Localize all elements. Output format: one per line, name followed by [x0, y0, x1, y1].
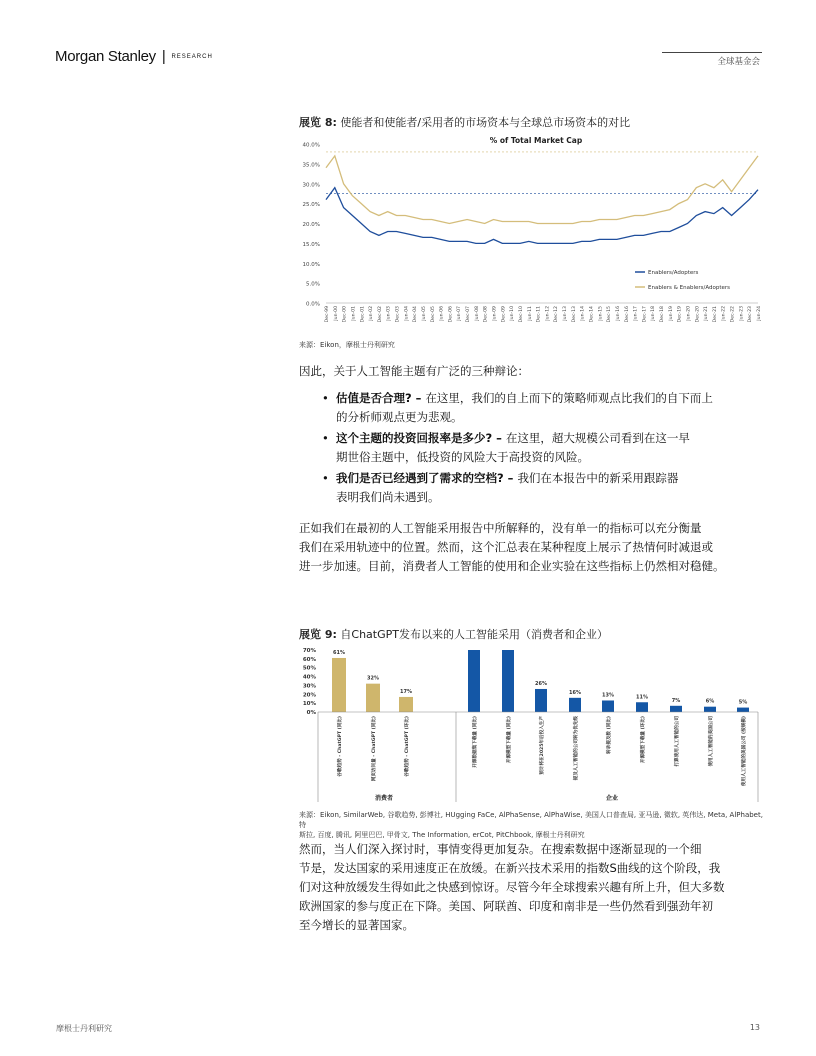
chart-9-y-axis — [303, 648, 317, 716]
x-tick-label: Dec-03 — [395, 306, 401, 323]
debate-item — [322, 429, 762, 467]
x-tick-label: Jun-02 — [369, 306, 375, 321]
x-tick-label: Jun-21 — [704, 306, 710, 321]
exhibit-8-title — [299, 114, 630, 130]
paragraph-line: 们对这种放缓发生得如此之快感到惊讶。尽管今年全球搜索兴趣有所上升，但大多数 — [299, 880, 725, 894]
category-label: 开源模型下载量 (同比) — [507, 716, 512, 764]
y-tick-label: 30% — [302, 683, 316, 690]
category-label: 转录提及数 (同比) — [607, 716, 612, 754]
series-line — [326, 156, 758, 224]
bar — [502, 650, 514, 712]
x-tick-label: Jun-23 — [739, 306, 745, 321]
category-label: 提及人工智能的公司转为优先级 — [574, 716, 579, 781]
x-tick-label: Dec-05 — [430, 306, 436, 323]
bar-value-label: 6% — [705, 698, 715, 705]
debate-question: 这个主题的投资回报率是多少? – — [336, 431, 506, 445]
x-tick-label: Dec-16 — [624, 306, 630, 323]
research-label: RESEARCH — [171, 54, 213, 60]
paragraph-line: 然而，当人们深入探讨时，事情变得更加复杂。在搜索数据中逐渐显现的一个细 — [299, 842, 702, 856]
debate-answer-cont: 的分析师观点更为悲观。 — [336, 410, 463, 424]
legend-label: Enablers & Enablers/Adopters — [648, 285, 731, 291]
x-tick-label: Dec-01 — [360, 306, 366, 323]
x-tick-label: Dec-14 — [589, 306, 595, 323]
x-tick-label: Dec-23 — [748, 306, 754, 323]
y-tick-label: 5.0% — [306, 281, 320, 288]
x-tick-label: Jun-09 — [492, 306, 498, 321]
x-tick-label: Jun-00 — [333, 306, 339, 321]
debate-list — [322, 389, 762, 509]
paragraph-line: 节是，发达国家的采用速度正在放缓。在新兴技术采用的指数S曲线的这个阶段，我 — [299, 861, 721, 875]
chart-9 — [296, 644, 766, 806]
paragraph-line: 进一步加速。目前，消费者人工智能的使用和企业实验在这些指标上仍然相对稳健。 — [299, 559, 725, 573]
x-tick-label: Jun-06 — [439, 306, 445, 321]
bar — [569, 698, 581, 712]
bar — [332, 658, 346, 712]
x-tick-label: Dec-10 — [518, 306, 524, 323]
x-tick-label: Dec-06 — [448, 306, 454, 323]
bar — [535, 689, 547, 712]
y-tick-label: 50% — [302, 665, 316, 672]
x-tick-label: Jun-14 — [580, 306, 586, 321]
x-tick-label: Dec-07 — [466, 306, 472, 323]
paragraph-2 — [299, 519, 769, 576]
bar-value-label: 32% — [367, 675, 379, 682]
bar — [468, 650, 480, 712]
x-tick-label: Jun-04 — [404, 306, 410, 321]
category-label: 使用人工智能的美国公司 — [709, 716, 714, 767]
x-tick-label: Dec-13 — [571, 306, 577, 323]
x-tick-label: Jun-05 — [421, 306, 427, 321]
y-tick-label: 10% — [302, 701, 316, 708]
exhibit-9-title — [299, 626, 608, 642]
x-tick-label: Jun-16 — [615, 306, 621, 321]
y-tick-label: 10.0% — [302, 261, 320, 268]
y-tick-label: 25.0% — [302, 202, 320, 209]
bar-value-label: 26% — [535, 680, 547, 687]
y-tick-label: 60% — [302, 656, 316, 663]
exhibit-9-text: 自ChatGPT发布以来的人工智能采用（消费者和企业） — [340, 628, 608, 641]
chart-8-title: % of Total Market Cap — [489, 136, 583, 145]
debate-answer: 在这里，超大规模公司看到在这一早 — [505, 431, 690, 445]
brand-name: Morgan Stanley — [55, 48, 156, 65]
header-rule — [662, 52, 762, 53]
legend-label: Enablers/Adopters — [648, 270, 699, 276]
x-tick-label: Dec-22 — [730, 306, 736, 323]
x-tick-label: Dec-11 — [536, 306, 542, 323]
x-tick-label: Dec-21 — [712, 306, 718, 323]
x-tick-label: Jun-19 — [668, 306, 674, 321]
category-label: 使用人工智能的美国公司 (按规模) — [742, 716, 747, 787]
x-tick-label: Jun-24 — [757, 306, 762, 321]
y-tick-label: 30.0% — [302, 182, 320, 189]
category-label: 谷歌趋势 - ChatGPT (环比) — [405, 716, 410, 777]
exhibit-8-source: 来源：Eikon，摩根士丹利研究 — [299, 341, 395, 349]
x-tick-label: Jun-10 — [510, 306, 516, 321]
exhibit-8-label: 展览 8: — [299, 116, 337, 129]
chart-8-lines — [326, 152, 758, 243]
bar — [602, 700, 614, 712]
chart-9-bars — [332, 650, 749, 712]
y-tick-label: 0.0% — [306, 301, 320, 308]
x-tick-label: Dec-20 — [695, 306, 701, 323]
chart-8-x-axis — [324, 303, 762, 322]
x-tick-label: Jun-13 — [563, 306, 569, 321]
x-tick-label: Jun-15 — [598, 306, 604, 321]
category-label: 网页访问量 - ChatGPT (同比) — [372, 716, 377, 782]
chart-8 — [296, 132, 766, 332]
bar-value-label: 16% — [569, 689, 581, 696]
page-number: 13 — [749, 1023, 760, 1032]
y-tick-label: 20.0% — [302, 222, 320, 228]
x-tick-label: Jun-17 — [633, 306, 639, 321]
bar — [366, 684, 380, 712]
debate-item — [322, 469, 762, 507]
debate-item — [322, 389, 762, 427]
debate-answer-cont: 表明我们尚未遇到。 — [336, 490, 440, 504]
y-tick-label: 40% — [302, 674, 316, 681]
x-tick-label: Dec-19 — [677, 306, 683, 323]
debate-answer-cont: 期世俗主题中，低投资的风险大于高投资的风险。 — [336, 450, 589, 464]
bar — [636, 702, 648, 712]
source-line: 来源：Eikon, SimilarWeb, 谷歌趋势, 彭博社, HUgging FaCe, AlPhaSense, AlPhaWise, 美国人口普查局, 亚马逊, 微软, 英伟达, Meta, AlPhabet, 特 — [299, 811, 763, 829]
x-tick-label: Jun-08 — [474, 306, 480, 321]
category-label: 预计将在2025年后投入生产 — [540, 716, 545, 775]
paragraph-line: 我们在采用轨迹中的位置。然而，这个汇总表在某种程度上展示了热情何时减退或 — [299, 540, 713, 554]
y-tick-label: 70% — [302, 648, 316, 654]
paragraph-line: 正如我们在最初的人工智能采用报告中所解释的，没有单一的指标可以充分衡量 — [299, 521, 702, 535]
x-tick-label: Jun-18 — [651, 306, 657, 321]
bar — [399, 697, 413, 712]
brand-separator: | — [161, 48, 166, 65]
bar — [737, 708, 749, 712]
bar-value-label: 11% — [636, 694, 648, 701]
debate-intro: 因此，关于人工智能主题有广泛的三种辩论： — [299, 364, 529, 378]
brand-logo — [55, 48, 213, 65]
x-tick-label: Jun-12 — [545, 306, 551, 321]
bar-value-label: 17% — [400, 688, 412, 695]
category-label: 打算使用人工智能的公司 — [675, 716, 680, 767]
debate-answer: 我们在本报告中的新采用跟踪器 — [517, 471, 679, 485]
bar — [670, 706, 682, 712]
y-tick-label: 40.0% — [302, 142, 320, 149]
paragraph-3 — [299, 840, 769, 935]
x-tick-label: Dec-00 — [342, 306, 348, 323]
group-label-enterprise: 企业 — [605, 795, 619, 802]
x-tick-label: Dec-04 — [413, 306, 419, 323]
x-tick-label: Dec-18 — [660, 306, 666, 323]
footer-source: 摩根士丹利研究 — [56, 1024, 112, 1033]
x-tick-label: Dec-99 — [325, 306, 330, 323]
x-tick-label: Dec-09 — [501, 306, 507, 323]
chart-8-legend — [635, 270, 730, 291]
bar — [704, 707, 716, 712]
source-line: 斯拉, 百度, 腾讯, 阿里巴巴, 甲骨文, The Information, erCot, PitChbook, 摩根士丹利研究 — [299, 831, 585, 839]
y-tick-label: 35.0% — [302, 162, 320, 169]
exhibit-9-source — [299, 810, 769, 840]
bar-value-label: 13% — [602, 692, 614, 699]
series-line — [326, 188, 758, 244]
x-tick-label: Jun-11 — [527, 306, 533, 321]
x-tick-label: Jun-20 — [686, 306, 692, 321]
x-tick-label: Jun-07 — [457, 306, 463, 321]
y-tick-label: 15.0% — [302, 241, 320, 248]
category-label: 开源模型下载量 (环比) — [641, 716, 646, 764]
paragraph-line: 至今增长的显著国家。 — [299, 918, 414, 932]
chart-8-y-axis — [303, 143, 320, 308]
bar-value-label: 61% — [333, 649, 345, 656]
group-label-consumer: 消费者 — [374, 795, 394, 802]
x-tick-label: Dec-12 — [554, 306, 560, 323]
debate-question: 估值是否合理? – — [336, 391, 426, 405]
debate-question: 我们是否已经遇到了需求的空档? – — [336, 471, 518, 485]
y-tick-label: 0% — [306, 710, 316, 716]
x-tick-label: Jun-22 — [721, 306, 727, 321]
debate-answer: 在这里，我们的自上而下的策略师观点比我们的自下而上 — [425, 391, 713, 405]
x-tick-label: Dec-08 — [483, 306, 489, 323]
category-label: 谷歌趋势 - ChatGPT (同比) — [338, 716, 343, 777]
chart-9-x-axis — [318, 712, 758, 802]
x-tick-label: Dec-15 — [607, 306, 613, 323]
category-label: 开源数据集下载量 (同比) — [473, 716, 478, 768]
paragraph-line: 欧洲国家的参与度正在下降。美国、阿联酋、印度和南非是一些仍然看到强劲年初 — [299, 899, 713, 913]
x-tick-label: Dec-02 — [377, 306, 383, 323]
exhibit-8-text: 使能者和使能者/采用者的市场资本与全球总市场资本的对比 — [340, 116, 631, 129]
exhibit-9-label: 展览 9: — [299, 628, 337, 641]
bar-value-label: 7% — [671, 697, 681, 704]
y-tick-label: 20% — [302, 692, 316, 699]
x-tick-label: Jun-01 — [351, 306, 357, 321]
bar-value-label: 5% — [738, 699, 748, 706]
x-tick-label: Jun-03 — [386, 306, 392, 321]
report-category: 全球基金会 — [717, 57, 760, 67]
x-tick-label: Dec-17 — [642, 306, 648, 323]
